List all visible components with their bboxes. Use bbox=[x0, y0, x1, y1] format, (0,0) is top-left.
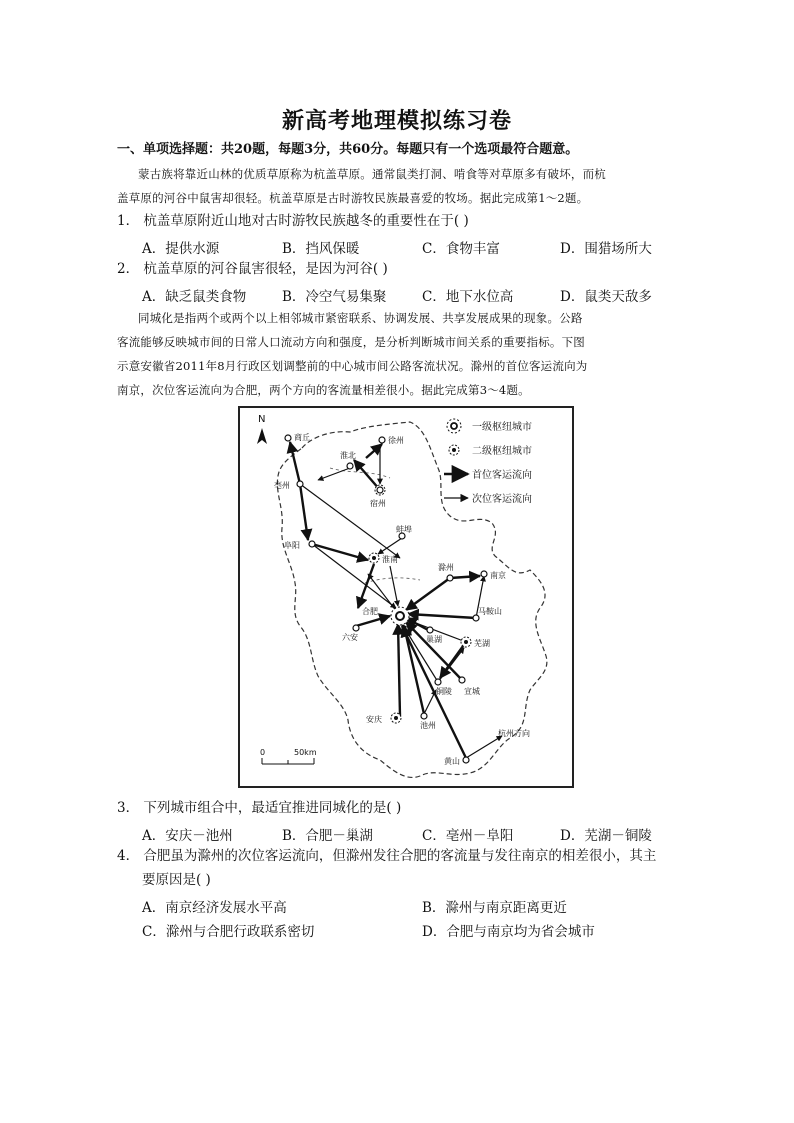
question-4-stem-cont: 要原因是( ) bbox=[142, 872, 211, 888]
passage-2-line-2: 客流能够反映城市间的日常人口流动方向和强度，是分析判断城市间关系的重要指标。下图 bbox=[117, 335, 585, 349]
svg-text:蚌埠: 蚌埠 bbox=[396, 525, 412, 534]
q2-option-c[interactable]: C．地下水位高 bbox=[422, 289, 514, 305]
svg-text:滁州: 滁州 bbox=[438, 563, 454, 572]
svg-text:徐州: 徐州 bbox=[388, 436, 404, 445]
svg-text:一级枢纽城市: 一级枢纽城市 bbox=[472, 422, 532, 433]
svg-text:商丘: 商丘 bbox=[294, 433, 310, 442]
svg-text:首位客运流向: 首位客运流向 bbox=[472, 470, 532, 481]
svg-text:巢湖: 巢湖 bbox=[426, 635, 442, 644]
svg-text:杭州方向: 杭州方向 bbox=[498, 729, 530, 738]
svg-text:淮北: 淮北 bbox=[340, 451, 356, 460]
question-2-stem: 2． 杭盖草原的河谷鼠害很轻，是因为河谷( ) bbox=[117, 261, 388, 277]
question-1-stem: 1． 杭盖草原附近山地对古时游牧民族越冬的重要性在于( ) bbox=[117, 213, 469, 229]
page-title: 新高考地理模拟练习卷 bbox=[281, 108, 512, 134]
passage-2-line-3: 示意安徽省2011年8月行政区划调整前的中心城市间公路客流状况。滁州的首位客运流向为 bbox=[117, 359, 588, 373]
q2-option-d[interactable]: D．鼠类天敌多 bbox=[560, 289, 652, 305]
svg-text:50km: 50km bbox=[294, 748, 317, 757]
svg-text:合肥: 合肥 bbox=[362, 607, 378, 616]
svg-text:0: 0 bbox=[260, 748, 266, 757]
q4-option-c[interactable]: C．滁州与合肥行政联系密切 bbox=[142, 924, 315, 940]
q4-option-b[interactable]: B．滁州与南京距离更近 bbox=[422, 900, 567, 916]
q2-option-b[interactable]: B．冷空气易集聚 bbox=[282, 289, 387, 305]
q3-option-b[interactable]: B．合肥－巢湖 bbox=[282, 828, 373, 844]
q1-option-d[interactable]: D．围猎场所大 bbox=[560, 241, 652, 257]
svg-text:铜陵: 铜陵 bbox=[436, 687, 452, 696]
question-3-stem: 3． 下列城市组合中，最适宜推进同城化的是( ) bbox=[117, 800, 402, 816]
passage-2-line-4: 南京，次位客运流向为合肥，两个方向的客流量相差很小。据此完成第3～4题。 bbox=[117, 383, 530, 397]
svg-text:二级枢纽城市: 二级枢纽城市 bbox=[472, 446, 532, 457]
q3-option-c[interactable]: C．亳州－阜阳 bbox=[422, 828, 514, 844]
section-heading: 一、单项选择题：共20题，每题3分，共60分。每题只有一个选项最符合题意。 bbox=[117, 142, 579, 157]
svg-text:黄山: 黄山 bbox=[444, 757, 460, 766]
q1-option-c[interactable]: C．食物丰富 bbox=[422, 241, 500, 257]
svg-text:亳州: 亳州 bbox=[274, 481, 290, 490]
svg-text:宿州: 宿州 bbox=[370, 499, 386, 508]
q1-option-b[interactable]: B．挡风保暖 bbox=[282, 241, 360, 257]
north-arrow-icon bbox=[257, 414, 267, 444]
question-4-stem: 4． 合肥虽为滁州的次位客运流向，但滁州发往合肥的客流量与发往南京的相差很小，其主 bbox=[117, 848, 657, 864]
passage-1-line-2: 盖草原的河谷中鼠害却很轻。杭盖草原是古时游牧民族最喜爱的牧场。据此完成第1～2题。 bbox=[117, 191, 589, 205]
svg-text:南京: 南京 bbox=[490, 571, 506, 580]
svg-text:次位客运流向: 次位客运流向 bbox=[472, 494, 532, 505]
scale-bar bbox=[260, 748, 317, 764]
q4-option-d[interactable]: D．合肥与南京均为省会城市 bbox=[422, 924, 595, 940]
city-labels bbox=[274, 432, 530, 766]
q3-option-a[interactable]: A．安庆－池州 bbox=[142, 828, 233, 844]
q1-option-a[interactable]: A．提供水源 bbox=[142, 241, 220, 257]
svg-text:淮南: 淮南 bbox=[382, 555, 398, 564]
svg-text:宣城: 宣城 bbox=[464, 687, 480, 696]
q2-option-a[interactable]: A．缺乏鼠类食物 bbox=[142, 289, 247, 305]
flow-arrows bbox=[290, 442, 502, 758]
q4-option-a[interactable]: A．南京经济发展水平高 bbox=[142, 900, 287, 916]
q3-option-d[interactable]: D．芜湖－铜陵 bbox=[560, 828, 652, 844]
svg-text:阜阳: 阜阳 bbox=[284, 541, 300, 550]
svg-text:N: N bbox=[258, 414, 266, 425]
svg-text:芜湖: 芜湖 bbox=[474, 639, 490, 648]
svg-text:池州: 池州 bbox=[420, 721, 436, 730]
city-markers bbox=[285, 435, 487, 763]
passage-1-line-1: 蒙古族将靠近山林的优质草原称为杭盖草原。通常鼠类打洞、啃食等对草原多有破坏，而杭 bbox=[138, 167, 606, 181]
passenger-flow-map bbox=[238, 406, 574, 788]
svg-text:马鞍山: 马鞍山 bbox=[478, 607, 502, 616]
svg-text:安庆: 安庆 bbox=[366, 715, 382, 724]
map-legend bbox=[444, 419, 532, 505]
passage-2-line-1: 同城化是指两个或两个以上相邻城市紧密联系、协调发展、共享发展成果的现象。公路 bbox=[138, 311, 583, 325]
svg-text:六安: 六安 bbox=[342, 633, 358, 642]
